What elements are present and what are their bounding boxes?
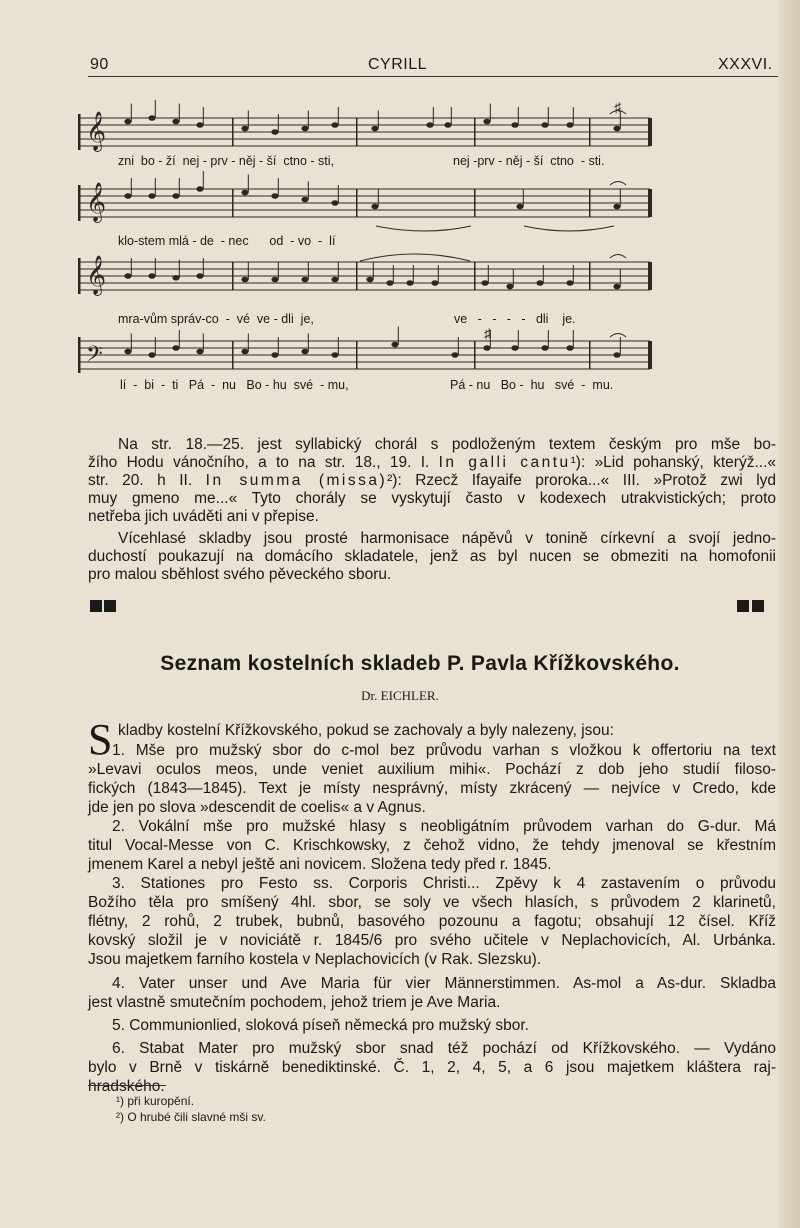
bar-line (232, 262, 234, 290)
article-line: Božího těla pro smíšený 4hl. sbor, se soly ve všech hlasích, s průvodem 2 klarinetů, (88, 894, 776, 911)
note-head (172, 345, 179, 351)
text-line: Na str. 18.—25. jest syllabický chorál s podloženým textem českým pro mše bo- (118, 436, 776, 453)
text-line (88, 454, 776, 472)
article-line: flétny, 2 rohů, 2 trubek, bubnů, basového pozounu a fagotu; obsahují 12 čísel. Kříž (88, 913, 776, 930)
fermata-icon (610, 255, 626, 259)
staff-bracket (78, 114, 81, 150)
note-head (301, 277, 308, 283)
note-head (172, 275, 179, 281)
note-head (481, 280, 488, 286)
note-head (196, 122, 203, 128)
spaced-text: In summa (missa) (205, 472, 388, 489)
note-head (613, 204, 620, 210)
note-head (516, 204, 523, 210)
bar-line (589, 341, 591, 369)
note-head (451, 352, 458, 358)
bar-line (232, 341, 234, 369)
treble-clef-icon: 𝄞 (86, 182, 107, 222)
note-head (148, 193, 155, 199)
note-head (541, 345, 548, 351)
bar-line (589, 118, 591, 146)
note-head (196, 273, 203, 279)
article-line: fických (1843—1845). Text je místy nesprávný, místy zkrácený — nejvíce v Credo, kde (88, 780, 776, 797)
note-head (301, 349, 308, 355)
lyrics-line-3b: ve - - - - dli je. (454, 312, 576, 326)
article-line: titul Vocal-Messe von C. Krischkowsky, z čehož vidno, že tehdy jmenoval se křestním (88, 837, 776, 854)
text-span: žího Hodu vánočního, a to na str. 18., 19. I. (88, 454, 439, 471)
note-head (124, 349, 131, 355)
treble-clef-icon: 𝄞 (86, 255, 107, 295)
note-head (271, 193, 278, 199)
bar-line (589, 189, 591, 217)
sharp-icon: ♯ (484, 325, 491, 341)
note-head (241, 126, 248, 132)
text-line: netřeba jich uváděti ani v přepise. (88, 508, 319, 525)
lyrics-line-4a: lí - bi - ti Pá - nu Bo - hu své - mu, (120, 378, 349, 392)
text-line: Vícehlasé skladby jsou prosté harmonisace nápěvů v tonině církevní a svojí jedno- (118, 530, 776, 547)
lyrics-line-3a: mra-vům správ-co - vé ve - dli je, (118, 312, 314, 326)
sharp-icon: ♯ (614, 99, 621, 115)
ornament-square (737, 600, 749, 612)
bar-line (356, 118, 358, 146)
note-head (536, 280, 543, 286)
text-line: duchostí poukazují na domácího skladatele, jenž as byl nucen se obmeziti na homofonii (88, 548, 776, 565)
fermata-icon (610, 182, 626, 186)
note-head (196, 349, 203, 355)
ornament-square (104, 600, 116, 612)
bar-line (356, 262, 358, 290)
footnote-rule (88, 1085, 166, 1086)
note-head (331, 200, 338, 206)
note-head (431, 280, 438, 286)
note-head (196, 186, 203, 192)
article-line: jde jen po slova »descendit de coelis« a v Agnus. (88, 799, 426, 816)
bar-line (648, 189, 652, 217)
note-head (331, 277, 338, 283)
lyrics-line-2: klo-stem mlá - de - nec od - vo - lí (118, 234, 336, 248)
note-head (613, 284, 620, 290)
footnote-1: ¹) při kuropění. (116, 1094, 195, 1108)
slur (360, 254, 470, 261)
note-head (271, 352, 278, 358)
article-line: jest vlastně smutečním pochodem, jehož triem je Ave Maria. (88, 994, 501, 1011)
footnote-2: ²) O hrubé čili slavné mši sv. (116, 1110, 266, 1124)
drop-cap: S (88, 715, 113, 764)
note-head (444, 122, 451, 128)
article-line: 3. Stationes pro Festo ss. Corporis Christi... Zpěvy k 4 zastavením o průvodu (112, 875, 776, 892)
note-head (301, 126, 308, 132)
note-head (148, 273, 155, 279)
running-title: CYRILL (368, 56, 428, 73)
article-title: Seznam kostelních skladeb P. Pavla Křížkovského. (160, 652, 680, 675)
note-head (371, 126, 378, 132)
article-line: 4. Vater unser und Ave Maria für vier Männerstimmen. As-mol a As-dur. Skladba (112, 975, 776, 992)
note-head (172, 193, 179, 199)
page-number: 90 (90, 56, 109, 73)
bar-line (474, 341, 476, 369)
lyrics-line-4b: Pá - nu Bo - hu své - mu. (450, 378, 614, 392)
ornament-square (90, 600, 102, 612)
staff-bracket (78, 337, 81, 373)
note-head (241, 349, 248, 355)
note-head (371, 204, 378, 210)
bar-line (356, 189, 358, 217)
note-head (566, 345, 573, 351)
note-head (331, 122, 338, 128)
fermata-icon (610, 334, 626, 338)
ornament-square (752, 600, 764, 612)
note-head (386, 280, 393, 286)
text-span: ²): Rzecž Ifayaife proroka...« III. »Protož zwi lyd (387, 472, 777, 489)
text-span: str. 20. h II. (88, 472, 206, 489)
article-line: bylo v Brně v tiskárně benediktinské. Č. 1, 2, 4, 5, a 6 jsou majetkem kláštera raj- (88, 1059, 776, 1076)
note-head (271, 129, 278, 135)
note-head (172, 119, 179, 125)
bar-line (232, 118, 234, 146)
volume-number: XXXVI. (718, 56, 773, 73)
bar-line (648, 341, 652, 369)
text-line: pro malou sběhlost svého pěveckého sboru. (88, 566, 392, 583)
staff-bracket (78, 258, 81, 294)
note-head (541, 122, 548, 128)
bar-line (648, 118, 652, 146)
article-line: »Levavi oculos meos, unde veniet auxilium mihi«. Pochází z dob jeho studií filoso- (88, 761, 776, 778)
note-head (613, 126, 620, 132)
note-head (148, 352, 155, 358)
note-head (426, 122, 433, 128)
note-head (148, 115, 155, 121)
text-line (88, 472, 776, 490)
note-head (124, 119, 131, 125)
article-line: 1. Mše pro mužský sbor do c-mol bez průvodu varhan s vložkou k offertoriu na text (112, 742, 776, 759)
article-line: 2. Vokální mše pro mužské hlasy s neobligátním průvodem varhan do G-dur. Má (112, 818, 776, 835)
staff-bracket (78, 185, 81, 221)
bar-line (474, 118, 476, 146)
article-author: Dr. EICHLER. (361, 688, 439, 703)
article-line: Jsou majetkem farního kostela v Neplachovicích (v Rak. Slezsku). (88, 951, 542, 968)
article-line: hradského. (88, 1078, 165, 1095)
article-line: kovský složil je v noviciátě r. 1845/6 pro svého učitele v Neplachovicích, Al. Urbánka. (88, 932, 776, 949)
note-head (483, 345, 490, 351)
note-head (271, 277, 278, 283)
note-head (366, 277, 373, 283)
bar-line (648, 262, 652, 290)
lyrics-line-1b: nej -prv - něj - ší ctno - sti. (453, 154, 605, 168)
note-head (566, 122, 573, 128)
article-line: 6. Stabat Mater pro mužský sbor snad též pochází od Křížkovského. — Vydáno (112, 1040, 776, 1057)
note-head (124, 273, 131, 279)
note-head (406, 280, 413, 286)
article-line: kladby kostelní Křížkovského, pokud se zachovaly a byly nalezeny, jsou: (118, 722, 614, 739)
note-head (613, 352, 620, 358)
bass-clef-icon: 𝄢 (86, 342, 103, 372)
lyrics-line-1a: zni bo - ží nej - prv - něj - ší ctno - sti, (118, 154, 335, 168)
note-head (511, 345, 518, 351)
note-head (241, 190, 248, 196)
article-line: 5. Communionlied, sloková píseň německá pro mužský sbor. (112, 1017, 529, 1034)
note-head (124, 193, 131, 199)
bar-line (232, 189, 234, 217)
bar-line (356, 341, 358, 369)
bar-line (589, 262, 591, 290)
text-span: ¹): »Lid pohanský, kterýž...« (570, 454, 776, 471)
spaced-text: In galli cantu (438, 454, 571, 471)
note-head (511, 122, 518, 128)
bar-line (474, 262, 476, 290)
note-head (331, 352, 338, 358)
treble-clef-icon: 𝄞 (86, 111, 107, 151)
music-score (0, 0, 800, 400)
note-head (301, 197, 308, 203)
note-head (506, 284, 513, 290)
note-head (241, 277, 248, 283)
bar-line (474, 189, 476, 217)
note-head (566, 280, 573, 286)
article-line: jmenem Karel a nebyl ještě ani novicem. Složena tedy před r. 1845. (88, 856, 552, 873)
text-line: muy gmeno me...« Tyto chorály se vyskytují často v kodexech utrakvistických; proto (88, 490, 776, 507)
tie (376, 226, 614, 231)
note-head (483, 119, 490, 125)
note-head (391, 342, 398, 348)
